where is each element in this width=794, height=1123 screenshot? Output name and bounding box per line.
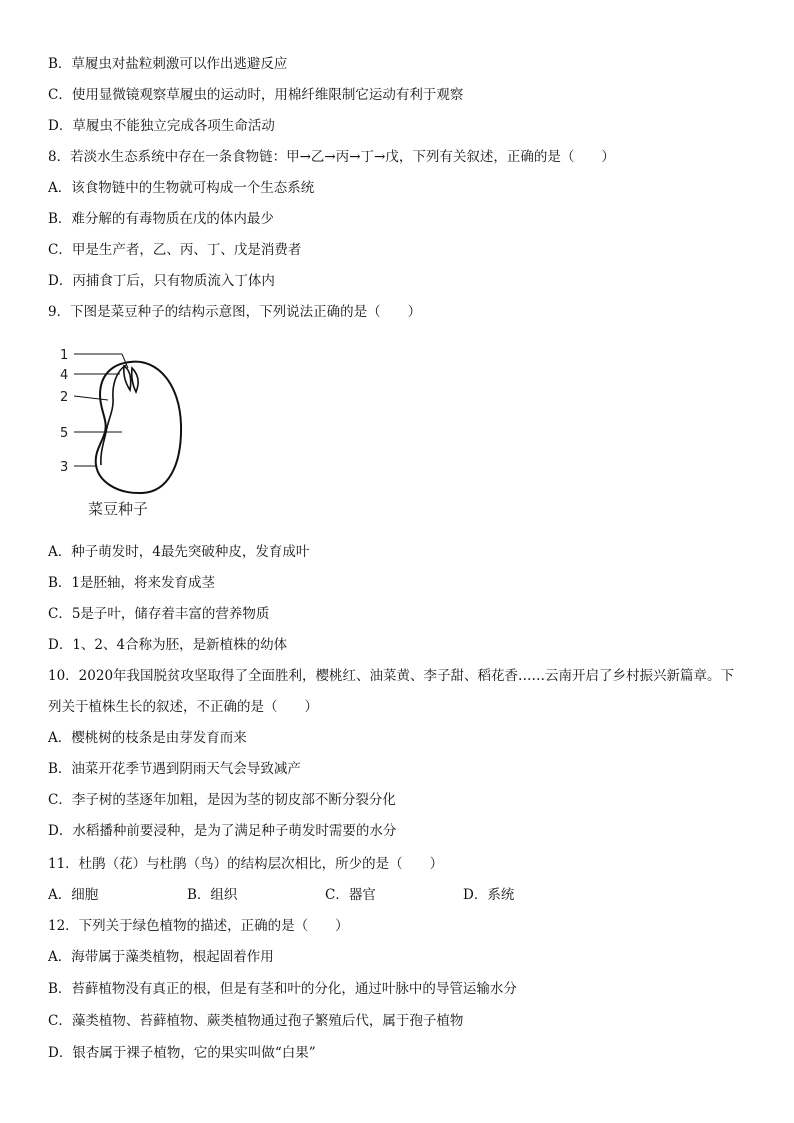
q10-stem-line-1: 10．2020年我国脱贫攻坚取得了全面胜利，樱桃红、油菜黄、李子甜、稻花香……云南开启了乡村振兴新篇章。下 — [48, 668, 735, 684]
q11-option-b: B．组织 — [187, 887, 238, 903]
q11-option-c: C．器官 — [325, 887, 376, 903]
q10-option-b: B．油菜开花季节遇到阴雨天气会导致减产 — [48, 761, 301, 777]
q10-option-a: A．樱桃树的枝条是由芽发育而来 — [48, 730, 247, 746]
plumule-2 — [132, 368, 138, 392]
q12-option-c: C．藻类植物、苔藓植物、蕨类植物通过孢子繁殖后代，属于孢子植物 — [48, 1013, 464, 1029]
label-2: 2 — [60, 390, 69, 405]
label-5: 5 — [60, 426, 69, 441]
plumule — [124, 366, 131, 390]
q9-option-a: A．种子萌发时，4最先突破种皮，发育成叶 — [48, 544, 310, 560]
q7-option-c: C．使用显微镜观察草履虫的运动时，用棉纤维限制它运动有利于观察 — [48, 87, 464, 103]
q8-option-d: D．丙捕食丁后，只有物质流入丁体内 — [48, 273, 275, 289]
q11-option-a: A．细胞 — [48, 887, 99, 903]
label-4: 4 — [60, 368, 69, 383]
q9-option-c: C．5是子叶，储存着丰富的营养物质 — [48, 606, 270, 622]
q8-option-c: C．甲是生产者，乙、丙、丁、戊是消费者 — [48, 242, 302, 258]
q9-stem: 9．下图是菜豆种子的结构示意图，下列说法正确的是（ ） — [48, 304, 422, 320]
q11-option-d: D．系统 — [463, 887, 515, 903]
q10-option-d: D．水稻播种前要浸种，是为了满足种子萌发时需要的水分 — [48, 823, 397, 839]
q10-option-c: C．李子树的茎逐年加粗，是因为茎的韧皮部不断分裂分化 — [48, 792, 396, 808]
q8-option-b: B．难分解的有毒物质在戊的体内最少 — [48, 211, 274, 227]
q12-stem: 12．下列关于绿色植物的描述，正确的是（ ） — [48, 918, 349, 934]
leader-2 — [74, 396, 108, 400]
q9-option-b: B．1是胚轴，将来发育成茎 — [48, 575, 216, 591]
q11-stem: 11．杜鹃（花）与杜鹃（鸟）的结构层次相比，所少的是（ ） — [48, 856, 444, 872]
q12-option-d: D．银杏属于裸子植物，它的果实叫做“白果” — [48, 1045, 316, 1061]
bean-seed-diagram — [60, 340, 200, 520]
q7-option-d: D．草履虫不能独立完成各项生命活动 — [48, 118, 275, 134]
q8-stem: 8．若淡水生态系统中存在一条食物链：甲→乙→丙→丁→戊，下列有关叙述，正确的是（ ） — [48, 149, 615, 165]
q12-option-a: A．海带属于藻类植物，根起固着作用 — [48, 949, 274, 965]
q9-option-d: D．1、2、4合称为胚，是新植株的幼体 — [48, 637, 288, 653]
q7-option-b: B．草履虫对盐粒刺激可以作出逃避反应 — [48, 56, 288, 72]
bean-seed-svg — [60, 340, 200, 520]
q10-stem-line-2: 列关于植株生长的叙述，不正确的是（ ） — [48, 699, 318, 715]
q11-options-row — [48, 886, 760, 904]
q8-option-a: A．该食物链中的生物就可构成一个生态系统 — [48, 180, 315, 196]
label-1: 1 — [60, 348, 69, 363]
figure-caption: 菜豆种子 — [88, 500, 149, 518]
q12-option-b: B．苔藓植物没有真正的根，但是有茎和叶的分化，通过叶脉中的导管运输水分 — [48, 981, 517, 997]
label-3: 3 — [60, 460, 69, 475]
